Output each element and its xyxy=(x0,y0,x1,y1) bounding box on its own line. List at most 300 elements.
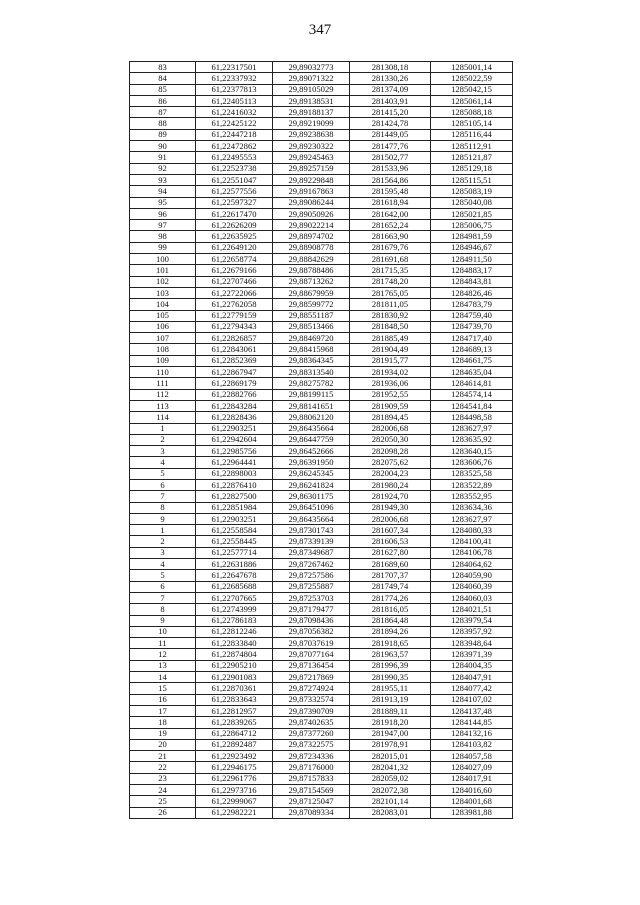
x-coordinate-cell: 281830,92 xyxy=(350,310,431,321)
table-row xyxy=(130,231,513,242)
y-coordinate-cell: 1285001,14 xyxy=(431,62,513,73)
y-coordinate-cell: 1285061,14 xyxy=(431,95,513,106)
y-coordinate-cell: 1284635,04 xyxy=(431,367,513,378)
y-coordinate-cell: 1285116,44 xyxy=(431,129,513,140)
point-number-cell: 105 xyxy=(130,310,196,321)
table-row xyxy=(130,400,513,411)
longitude-cell: 29,87136454 xyxy=(273,660,350,671)
x-coordinate-cell: 281679,76 xyxy=(350,242,431,253)
longitude-cell: 29,86391950 xyxy=(273,457,350,468)
point-number-cell: 23 xyxy=(130,773,196,784)
latitude-cell: 61,22626209 xyxy=(196,220,273,231)
x-coordinate-cell: 281894,45 xyxy=(350,412,431,423)
longitude-cell: 29,88062120 xyxy=(273,412,350,423)
y-coordinate-cell: 1284017,91 xyxy=(431,773,513,784)
table-row xyxy=(130,174,513,185)
longitude-cell: 29,86435664 xyxy=(273,513,350,524)
longitude-cell: 29,87234336 xyxy=(273,751,350,762)
table-row xyxy=(130,491,513,502)
point-number-cell: 99 xyxy=(130,242,196,253)
x-coordinate-cell: 282015,01 xyxy=(350,751,431,762)
point-number-cell: 3 xyxy=(130,547,196,558)
point-number-cell: 1 xyxy=(130,423,196,434)
table-row xyxy=(130,355,513,366)
latitude-cell: 61,22827500 xyxy=(196,491,273,502)
y-coordinate-cell: 1284541,84 xyxy=(431,400,513,411)
table-row xyxy=(130,95,513,106)
longitude-cell: 29,87077164 xyxy=(273,649,350,660)
longitude-cell: 29,89071322 xyxy=(273,73,350,84)
point-number-cell: 22 xyxy=(130,762,196,773)
latitude-cell: 61,22617470 xyxy=(196,208,273,219)
y-coordinate-cell: 1285105,14 xyxy=(431,118,513,129)
longitude-cell: 29,87349687 xyxy=(273,547,350,558)
table-row xyxy=(130,242,513,253)
longitude-cell: 29,87217869 xyxy=(273,672,350,683)
latitude-cell: 61,22999067 xyxy=(196,796,273,807)
latitude-cell: 61,22870361 xyxy=(196,683,273,694)
point-number-cell: 107 xyxy=(130,333,196,344)
longitude-cell: 29,86241824 xyxy=(273,479,350,490)
y-coordinate-cell: 1283635,92 xyxy=(431,434,513,445)
point-number-cell: 109 xyxy=(130,355,196,366)
longitude-cell: 29,89086244 xyxy=(273,197,350,208)
y-coordinate-cell: 1285006,75 xyxy=(431,220,513,231)
latitude-cell: 61,22882766 xyxy=(196,389,273,400)
y-coordinate-cell: 1284911,50 xyxy=(431,254,513,265)
point-number-cell: 25 xyxy=(130,796,196,807)
x-coordinate-cell: 281424,78 xyxy=(350,118,431,129)
latitude-cell: 61,22903251 xyxy=(196,513,273,524)
x-coordinate-cell: 281595,48 xyxy=(350,186,431,197)
x-coordinate-cell: 281606,53 xyxy=(350,536,431,547)
y-coordinate-cell: 1284614,81 xyxy=(431,378,513,389)
table-row xyxy=(130,615,513,626)
y-coordinate-cell: 1283948,64 xyxy=(431,638,513,649)
table-row xyxy=(130,186,513,197)
longitude-cell: 29,89245463 xyxy=(273,152,350,163)
longitude-cell: 29,88908778 xyxy=(273,242,350,253)
table-row xyxy=(130,389,513,400)
longitude-cell: 29,88513466 xyxy=(273,321,350,332)
table-row xyxy=(130,626,513,637)
longitude-cell: 29,87154569 xyxy=(273,785,350,796)
point-number-cell: 96 xyxy=(130,208,196,219)
y-coordinate-cell: 1284057,58 xyxy=(431,751,513,762)
y-coordinate-cell: 1284826,46 xyxy=(431,287,513,298)
latitude-cell: 61,22558584 xyxy=(196,525,273,536)
y-coordinate-cell: 1285112,91 xyxy=(431,141,513,152)
table-row xyxy=(130,141,513,152)
y-coordinate-cell: 1284060,03 xyxy=(431,592,513,603)
point-number-cell: 16 xyxy=(130,694,196,705)
longitude-cell: 29,88364345 xyxy=(273,355,350,366)
latitude-cell: 61,22864712 xyxy=(196,728,273,739)
latitude-cell: 61,22647678 xyxy=(196,570,273,581)
point-number-cell: 24 xyxy=(130,785,196,796)
coordinates-table-body xyxy=(130,62,513,819)
table-row xyxy=(130,773,513,784)
table-row xyxy=(130,581,513,592)
table-row xyxy=(130,84,513,95)
x-coordinate-cell: 281947,00 xyxy=(350,728,431,739)
x-coordinate-cell: 281915,77 xyxy=(350,355,431,366)
table-row xyxy=(130,638,513,649)
longitude-cell: 29,89022214 xyxy=(273,220,350,231)
y-coordinate-cell: 1283971,39 xyxy=(431,649,513,660)
y-coordinate-cell: 1284137,48 xyxy=(431,705,513,716)
point-number-cell: 5 xyxy=(130,570,196,581)
point-number-cell: 114 xyxy=(130,412,196,423)
table-row xyxy=(130,152,513,163)
longitude-cell: 29,89229848 xyxy=(273,174,350,185)
longitude-cell: 29,88141651 xyxy=(273,400,350,411)
latitude-cell: 61,22964441 xyxy=(196,457,273,468)
y-coordinate-cell: 1284981,59 xyxy=(431,231,513,242)
latitude-cell: 61,22794343 xyxy=(196,321,273,332)
x-coordinate-cell: 281909,59 xyxy=(350,400,431,411)
y-coordinate-cell: 1284047,91 xyxy=(431,672,513,683)
latitude-cell: 61,22892487 xyxy=(196,739,273,750)
longitude-cell: 29,86435664 xyxy=(273,423,350,434)
table-row xyxy=(130,118,513,129)
point-number-cell: 102 xyxy=(130,276,196,287)
table-row xyxy=(130,423,513,434)
latitude-cell: 61,22786183 xyxy=(196,615,273,626)
table-row xyxy=(130,694,513,705)
point-number-cell: 104 xyxy=(130,299,196,310)
y-coordinate-cell: 1284783,79 xyxy=(431,299,513,310)
x-coordinate-cell: 281707,37 xyxy=(350,570,431,581)
table-row xyxy=(130,717,513,728)
latitude-cell: 61,22843284 xyxy=(196,400,273,411)
table-row xyxy=(130,321,513,332)
point-number-cell: 106 xyxy=(130,321,196,332)
longitude-cell: 29,87301743 xyxy=(273,525,350,536)
page-number: 347 xyxy=(308,22,332,38)
latitude-cell: 61,22597327 xyxy=(196,197,273,208)
table-row xyxy=(130,367,513,378)
point-number-cell: 11 xyxy=(130,638,196,649)
latitude-cell: 61,22852369 xyxy=(196,355,273,366)
latitude-cell: 61,22658774 xyxy=(196,254,273,265)
y-coordinate-cell: 1283634,36 xyxy=(431,502,513,513)
x-coordinate-cell: 281374,09 xyxy=(350,84,431,95)
longitude-cell: 29,88842629 xyxy=(273,254,350,265)
x-coordinate-cell: 281533,96 xyxy=(350,163,431,174)
longitude-cell: 29,89188137 xyxy=(273,107,350,118)
y-coordinate-cell: 1284739,70 xyxy=(431,321,513,332)
x-coordinate-cell: 281715,35 xyxy=(350,265,431,276)
point-number-cell: 83 xyxy=(130,62,196,73)
latitude-cell: 61,22377813 xyxy=(196,84,273,95)
x-coordinate-cell: 281765,05 xyxy=(350,287,431,298)
y-coordinate-cell: 1284661,75 xyxy=(431,355,513,366)
point-number-cell: 13 xyxy=(130,660,196,671)
longitude-cell: 29,89105029 xyxy=(273,84,350,95)
latitude-cell: 61,22707665 xyxy=(196,592,273,603)
table-row xyxy=(130,287,513,298)
x-coordinate-cell: 281502,77 xyxy=(350,152,431,163)
x-coordinate-cell: 281749,74 xyxy=(350,581,431,592)
table-row xyxy=(130,525,513,536)
x-coordinate-cell: 281864,48 xyxy=(350,615,431,626)
point-number-cell: 87 xyxy=(130,107,196,118)
longitude-cell: 29,89167863 xyxy=(273,186,350,197)
latitude-cell: 61,22901083 xyxy=(196,672,273,683)
latitude-cell: 61,22631886 xyxy=(196,559,273,570)
y-coordinate-cell: 1283979,54 xyxy=(431,615,513,626)
table-row xyxy=(130,649,513,660)
y-coordinate-cell: 1284080,33 xyxy=(431,525,513,536)
latitude-cell: 61,22558445 xyxy=(196,536,273,547)
latitude-cell: 61,22923492 xyxy=(196,751,273,762)
point-number-cell: 8 xyxy=(130,502,196,513)
longitude-cell: 29,88469720 xyxy=(273,333,350,344)
y-coordinate-cell: 1285083,19 xyxy=(431,186,513,197)
longitude-cell: 29,89032773 xyxy=(273,62,350,73)
latitude-cell: 61,22812246 xyxy=(196,626,273,637)
y-coordinate-cell: 1284132,16 xyxy=(431,728,513,739)
table-row xyxy=(130,762,513,773)
longitude-cell: 29,86447759 xyxy=(273,434,350,445)
y-coordinate-cell: 1284144,85 xyxy=(431,717,513,728)
x-coordinate-cell: 281627,80 xyxy=(350,547,431,558)
y-coordinate-cell: 1284004,35 xyxy=(431,660,513,671)
latitude-cell: 61,22337932 xyxy=(196,73,273,84)
table-row xyxy=(130,683,513,694)
x-coordinate-cell: 281748,20 xyxy=(350,276,431,287)
table-row xyxy=(130,344,513,355)
point-number-cell: 7 xyxy=(130,491,196,502)
longitude-cell: 29,87125047 xyxy=(273,796,350,807)
y-coordinate-cell: 1284059,90 xyxy=(431,570,513,581)
table-row xyxy=(130,468,513,479)
latitude-cell: 61,22635925 xyxy=(196,231,273,242)
latitude-cell: 61,22472862 xyxy=(196,141,273,152)
x-coordinate-cell: 281996,39 xyxy=(350,660,431,671)
point-number-cell: 98 xyxy=(130,231,196,242)
y-coordinate-cell: 1283522,89 xyxy=(431,479,513,490)
y-coordinate-cell: 1283525,58 xyxy=(431,468,513,479)
longitude-cell: 29,87255887 xyxy=(273,581,350,592)
latitude-cell: 61,22905210 xyxy=(196,660,273,671)
table-row xyxy=(130,107,513,118)
longitude-cell: 29,89257159 xyxy=(273,163,350,174)
table-row xyxy=(130,446,513,457)
point-number-cell: 4 xyxy=(130,457,196,468)
y-coordinate-cell: 1284883,17 xyxy=(431,265,513,276)
latitude-cell: 61,22317501 xyxy=(196,62,273,73)
table-row xyxy=(130,751,513,762)
longitude-cell: 29,88713262 xyxy=(273,276,350,287)
table-row xyxy=(130,547,513,558)
point-number-cell: 9 xyxy=(130,615,196,626)
y-coordinate-cell: 1283627,97 xyxy=(431,513,513,524)
longitude-cell: 29,86451096 xyxy=(273,502,350,513)
point-number-cell: 110 xyxy=(130,367,196,378)
longitude-cell: 29,89230322 xyxy=(273,141,350,152)
point-number-cell: 113 xyxy=(130,400,196,411)
point-number-cell: 111 xyxy=(130,378,196,389)
y-coordinate-cell: 1284077,42 xyxy=(431,683,513,694)
x-coordinate-cell: 281949,30 xyxy=(350,502,431,513)
x-coordinate-cell: 281663,90 xyxy=(350,231,431,242)
latitude-cell: 61,22812957 xyxy=(196,705,273,716)
y-coordinate-cell: 1285042,15 xyxy=(431,84,513,95)
longitude-cell: 29,88551187 xyxy=(273,310,350,321)
point-number-cell: 97 xyxy=(130,220,196,231)
x-coordinate-cell: 281918,20 xyxy=(350,717,431,728)
y-coordinate-cell: 1284574,14 xyxy=(431,389,513,400)
y-coordinate-cell: 1284946,67 xyxy=(431,242,513,253)
x-coordinate-cell: 281607,34 xyxy=(350,525,431,536)
longitude-cell: 29,88199115 xyxy=(273,389,350,400)
y-coordinate-cell: 1285121,87 xyxy=(431,152,513,163)
table-row xyxy=(130,254,513,265)
point-number-cell: 2 xyxy=(130,536,196,547)
table-row xyxy=(130,163,513,174)
latitude-cell: 61,22447218 xyxy=(196,129,273,140)
x-coordinate-cell: 281952,55 xyxy=(350,389,431,400)
point-number-cell: 18 xyxy=(130,717,196,728)
x-coordinate-cell: 281918,65 xyxy=(350,638,431,649)
table-row xyxy=(130,73,513,84)
x-coordinate-cell: 282072,38 xyxy=(350,785,431,796)
x-coordinate-cell: 281774,26 xyxy=(350,592,431,603)
point-number-cell: 86 xyxy=(130,95,196,106)
longitude-cell: 29,89050926 xyxy=(273,208,350,219)
latitude-cell: 61,22973716 xyxy=(196,785,273,796)
longitude-cell: 29,89138531 xyxy=(273,95,350,106)
x-coordinate-cell: 281477,76 xyxy=(350,141,431,152)
table-row xyxy=(130,310,513,321)
x-coordinate-cell: 281689,60 xyxy=(350,559,431,570)
point-number-cell: 101 xyxy=(130,265,196,276)
table-row xyxy=(130,220,513,231)
y-coordinate-cell: 1284107,02 xyxy=(431,694,513,705)
table-row xyxy=(130,62,513,73)
point-number-cell: 84 xyxy=(130,73,196,84)
x-coordinate-cell: 281934,02 xyxy=(350,367,431,378)
longitude-cell: 29,87257586 xyxy=(273,570,350,581)
table-row xyxy=(130,796,513,807)
longitude-cell: 29,87390709 xyxy=(273,705,350,716)
point-number-cell: 4 xyxy=(130,559,196,570)
latitude-cell: 61,22679166 xyxy=(196,265,273,276)
longitude-cell: 29,88313540 xyxy=(273,367,350,378)
latitude-cell: 61,22495553 xyxy=(196,152,273,163)
longitude-cell: 29,87274924 xyxy=(273,683,350,694)
y-coordinate-cell: 1284064,62 xyxy=(431,559,513,570)
point-number-cell: 2 xyxy=(130,434,196,445)
table-row xyxy=(130,536,513,547)
point-number-cell: 92 xyxy=(130,163,196,174)
latitude-cell: 61,22523738 xyxy=(196,163,273,174)
x-coordinate-cell: 281894,26 xyxy=(350,626,431,637)
x-coordinate-cell: 282075,62 xyxy=(350,457,431,468)
y-coordinate-cell: 1285021,85 xyxy=(431,208,513,219)
longitude-cell: 29,87402635 xyxy=(273,717,350,728)
table-row xyxy=(130,265,513,276)
x-coordinate-cell: 281963,57 xyxy=(350,649,431,660)
latitude-cell: 61,22942604 xyxy=(196,434,273,445)
point-number-cell: 91 xyxy=(130,152,196,163)
y-coordinate-cell: 1284021,51 xyxy=(431,604,513,615)
longitude-cell: 29,87267462 xyxy=(273,559,350,570)
longitude-cell: 29,89219099 xyxy=(273,118,350,129)
latitude-cell: 61,22982221 xyxy=(196,807,273,818)
table-row xyxy=(130,333,513,344)
latitude-cell: 61,22898003 xyxy=(196,468,273,479)
x-coordinate-cell: 282098,28 xyxy=(350,446,431,457)
latitude-cell: 61,22869179 xyxy=(196,378,273,389)
x-coordinate-cell: 281816,05 xyxy=(350,604,431,615)
longitude-cell: 29,87089334 xyxy=(273,807,350,818)
y-coordinate-cell: 1285088,18 xyxy=(431,107,513,118)
latitude-cell: 61,22828436 xyxy=(196,412,273,423)
point-number-cell: 15 xyxy=(130,683,196,694)
y-coordinate-cell: 1283957,92 xyxy=(431,626,513,637)
y-coordinate-cell: 1284106,78 xyxy=(431,547,513,558)
y-coordinate-cell: 1285040,08 xyxy=(431,197,513,208)
y-coordinate-cell: 1283981,88 xyxy=(431,807,513,818)
x-coordinate-cell: 281811,05 xyxy=(350,299,431,310)
x-coordinate-cell: 281642,00 xyxy=(350,208,431,219)
longitude-cell: 29,87056382 xyxy=(273,626,350,637)
latitude-cell: 61,22826857 xyxy=(196,333,273,344)
latitude-cell: 61,22743999 xyxy=(196,604,273,615)
latitude-cell: 61,22946175 xyxy=(196,762,273,773)
point-number-cell: 17 xyxy=(130,705,196,716)
longitude-cell: 29,89238638 xyxy=(273,129,350,140)
x-coordinate-cell: 281308,18 xyxy=(350,62,431,73)
table-row xyxy=(130,807,513,818)
table-row xyxy=(130,728,513,739)
table-row xyxy=(130,739,513,750)
point-number-cell: 85 xyxy=(130,84,196,95)
x-coordinate-cell: 281955,11 xyxy=(350,683,431,694)
latitude-cell: 61,22961776 xyxy=(196,773,273,784)
point-number-cell: 10 xyxy=(130,626,196,637)
longitude-cell: 29,88788486 xyxy=(273,265,350,276)
table-row xyxy=(130,570,513,581)
y-coordinate-cell: 1283627,97 xyxy=(431,423,513,434)
table-row xyxy=(130,559,513,570)
x-coordinate-cell: 281449,05 xyxy=(350,129,431,140)
table-row xyxy=(130,457,513,468)
table-row xyxy=(130,129,513,140)
point-number-cell: 93 xyxy=(130,174,196,185)
point-number-cell: 6 xyxy=(130,479,196,490)
x-coordinate-cell: 281848,50 xyxy=(350,321,431,332)
x-coordinate-cell: 281990,35 xyxy=(350,672,431,683)
y-coordinate-cell: 1284100,41 xyxy=(431,536,513,547)
point-number-cell: 14 xyxy=(130,672,196,683)
y-coordinate-cell: 1285022,59 xyxy=(431,73,513,84)
table-row xyxy=(130,208,513,219)
longitude-cell: 29,86301175 xyxy=(273,491,350,502)
point-number-cell: 88 xyxy=(130,118,196,129)
longitude-cell: 29,87339139 xyxy=(273,536,350,547)
longitude-cell: 29,87176000 xyxy=(273,762,350,773)
x-coordinate-cell: 282041,32 xyxy=(350,762,431,773)
longitude-cell: 29,87253703 xyxy=(273,592,350,603)
table-row xyxy=(130,785,513,796)
longitude-cell: 29,88599772 xyxy=(273,299,350,310)
latitude-cell: 61,22416032 xyxy=(196,107,273,118)
table-row xyxy=(130,299,513,310)
